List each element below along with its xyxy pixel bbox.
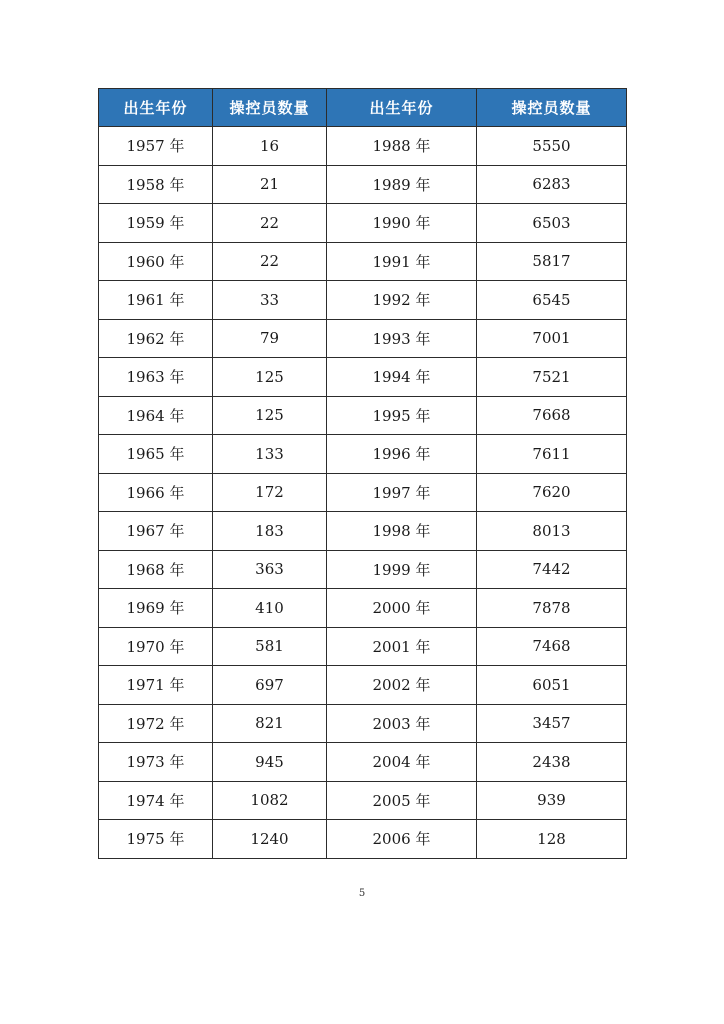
operator-count-cell: 16 [213,127,327,166]
operator-count-cell: 7878 [477,589,627,628]
birth-year-cell: 1992 年 [327,281,477,320]
birth-year-cell: 1974 年 [99,781,213,820]
birth-year-cell: 1991 年 [327,242,477,281]
operator-count-cell: 79 [213,319,327,358]
birth-year-cell: 2003 年 [327,704,477,743]
table-row [99,165,627,204]
birth-year-cell: 1969 年 [99,589,213,628]
operator-count-cell: 2438 [477,743,627,782]
birth-year-cell: 1973 年 [99,743,213,782]
page-number: 5 [358,888,366,899]
operator-count-cell: 125 [213,396,327,435]
operator-count-cell: 33 [213,281,327,320]
birth-year-cell: 1997 年 [327,473,477,512]
table-row [99,550,627,589]
birth-year-cell: 1958 年 [99,165,213,204]
table-row [99,396,627,435]
birth-year-cell: 2001 年 [327,627,477,666]
operator-count-cell: 5817 [477,242,627,281]
birth-year-cell: 1995 年 [327,396,477,435]
operator-count-cell: 172 [213,473,327,512]
birth-year-cell: 1975 年 [99,820,213,859]
operator-count-cell: 128 [477,820,627,859]
birth-year-cell: 1963 年 [99,358,213,397]
operator-count-cell: 1082 [213,781,327,820]
birth-year-cell: 1966 年 [99,473,213,512]
birth-year-cell: 1968 年 [99,550,213,589]
birth-year-cell: 1965 年 [99,435,213,474]
table-row [99,704,627,743]
table-body [99,127,627,859]
birth-year-cell: 1964 年 [99,396,213,435]
table-header-row [99,89,627,127]
birth-year-cell: 2006 年 [327,820,477,859]
operator-count-cell: 6503 [477,204,627,243]
table-row [99,473,627,512]
header-birth-year-left: 出生年份 [99,89,213,127]
birth-year-cell: 1988 年 [327,127,477,166]
table-row [99,242,627,281]
header-birth-year-right: 出生年份 [327,89,477,127]
birth-year-cell: 1957 年 [99,127,213,166]
table-row [99,127,627,166]
operator-count-cell: 21 [213,165,327,204]
birth-year-cell: 1994 年 [327,358,477,397]
birth-year-cell: 1959 年 [99,204,213,243]
table-row [99,820,627,859]
table-row [99,666,627,705]
birth-year-cell: 1961 年 [99,281,213,320]
birth-year-cell: 1996 年 [327,435,477,474]
birth-year-cell: 1970 年 [99,627,213,666]
operator-count-cell: 7620 [477,473,627,512]
birth-year-cell: 1972 年 [99,704,213,743]
birth-year-cell: 2004 年 [327,743,477,782]
operator-count-cell: 1240 [213,820,327,859]
operator-count-cell: 821 [213,704,327,743]
operator-count-cell: 6283 [477,165,627,204]
birth-year-cell: 1962 年 [99,319,213,358]
birth-year-cell: 1989 年 [327,165,477,204]
operator-count-cell: 7468 [477,627,627,666]
birth-year-cell: 2005 年 [327,781,477,820]
operator-count-cell: 22 [213,204,327,243]
operator-count-cell: 5550 [477,127,627,166]
birth-year-cell: 1967 年 [99,512,213,551]
table-row [99,281,627,320]
table-row [99,319,627,358]
operator-count-cell: 7521 [477,358,627,397]
operator-count-cell: 3457 [477,704,627,743]
operator-count-cell: 7442 [477,550,627,589]
table-row [99,512,627,551]
birth-year-cell: 1993 年 [327,319,477,358]
operator-count-cell: 7668 [477,396,627,435]
table-row [99,435,627,474]
header-operator-count-right: 操控员数量 [477,89,627,127]
birth-year-cell: 2000 年 [327,589,477,628]
operator-count-cell: 6051 [477,666,627,705]
operator-count-cell: 410 [213,589,327,628]
birth-year-cell: 1999 年 [327,550,477,589]
operator-count-cell: 125 [213,358,327,397]
birth-year-cell: 1960 年 [99,242,213,281]
birth-year-operator-table [98,88,627,859]
table-row [99,589,627,628]
operator-count-cell: 697 [213,666,327,705]
operator-count-cell: 6545 [477,281,627,320]
operator-count-cell: 7001 [477,319,627,358]
birth-year-cell: 1998 年 [327,512,477,551]
birth-year-cell: 1990 年 [327,204,477,243]
table-row [99,358,627,397]
table-row [99,204,627,243]
table-row [99,781,627,820]
operator-count-cell: 363 [213,550,327,589]
operator-count-cell: 8013 [477,512,627,551]
operator-count-cell: 133 [213,435,327,474]
operator-count-cell: 945 [213,743,327,782]
operator-count-cell: 22 [213,242,327,281]
header-operator-count-left: 操控员数量 [213,89,327,127]
table-row [99,743,627,782]
operator-count-cell: 939 [477,781,627,820]
birth-year-cell: 1971 年 [99,666,213,705]
table-row [99,627,627,666]
birth-year-cell: 2002 年 [327,666,477,705]
operator-count-cell: 7611 [477,435,627,474]
operator-count-cell: 581 [213,627,327,666]
operator-count-cell: 183 [213,512,327,551]
